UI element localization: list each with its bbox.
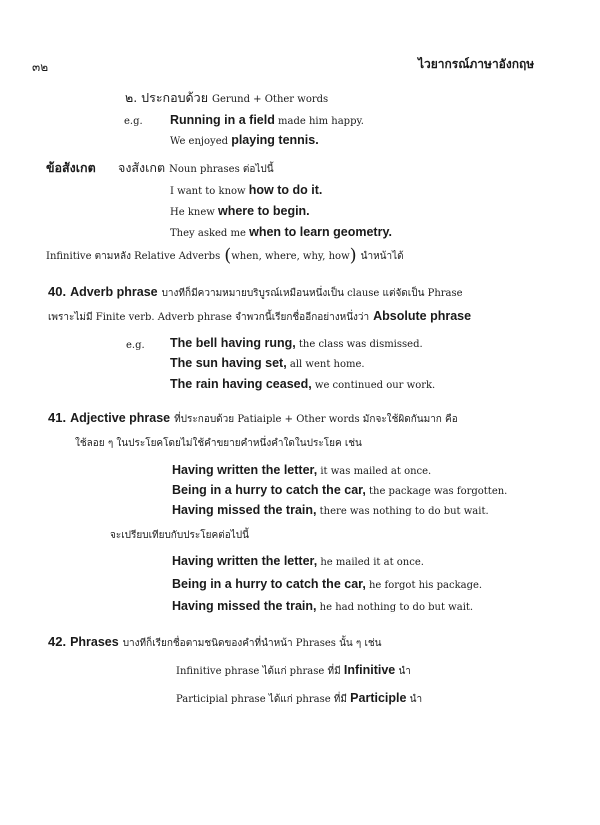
section-42-heading: 42. Phrases บางทีก็เรียกชื่อตามชนิดของคำที่นำหน้า Phrases นั้น ๆ เช่น: [48, 634, 382, 649]
section-40-heading: 40. Adverb phrase บางทีก็มีความหมายบริบูรณ์เหมือนหนึ่งเป็น clause แต่จัดเป็น Phrase: [48, 284, 463, 299]
section-41-example-6: Having missed the train, he had nothing to do but wait.: [172, 599, 474, 613]
gerund-eg-label: e.g.: [124, 116, 143, 127]
gerund-heading: ๒. ประกอบด้วย Gerund + Other words: [125, 90, 329, 105]
note-label: ข้อสังเกต: [46, 160, 96, 175]
section-41-example-2: Being in a hurry to catch the car, the package was forgotten.: [172, 483, 508, 497]
page-number: ๓๒: [32, 60, 49, 74]
note-example-1: I want to know how to do it.: [170, 183, 323, 197]
section-41-line-2: ใช้ลอย ๆ ในประโยคโดยไม่ใช้คำขยายคำหนึ่งคำใดในประโยค เช่น: [75, 438, 362, 449]
section-42-example-2: Participial phrase ได้แก่ phrase ที่มี Participle นำ: [176, 691, 423, 705]
section-41-heading: 41. Adjective phrase ที่ประกอบด้วย Patiaiple + Other words มักจะใช้ผิดกันมาก คือ: [48, 410, 458, 425]
section-41-example-3: Having missed the train, there was nothing to do but wait.: [172, 503, 489, 517]
section-40-eg-label: e.g.: [126, 340, 145, 351]
note-summary: Infinitive ตามหลัง Relative Adverbs (when, where, why, how) นำหน้าได้: [46, 245, 404, 266]
note-example-2: He knew where to begin.: [170, 204, 310, 218]
section-41-example-1: Having written the letter, it was mailed at once.: [172, 463, 432, 477]
section-41-compare: จะเปรียบเทียบกับประโยคต่อไปนี้: [110, 530, 249, 541]
running-title: ไวยากรณ์ภาษาอังกฤษ: [418, 57, 535, 71]
note-intro: จงสังเกต Noun phrases ต่อไปนี้: [118, 160, 274, 175]
section-41-example-5: Being in a hurry to catch the car, he forgot his package.: [172, 577, 483, 591]
gerund-example-1: Running in a field made him happy.: [170, 113, 364, 127]
gerund-example-2: We enjoyed playing tennis.: [170, 133, 319, 147]
section-41-example-4: Having written the letter, he mailed it at once.: [172, 554, 424, 568]
section-40-line-2: เพราะไม่มี Finite verb. Adverb phrase จำพวกนี้เรียกชื่ออีกอย่างหนึ่งว่า Absolute phrase: [48, 309, 472, 323]
section-40-example-2: The sun having set, all went home.: [170, 356, 365, 370]
section-40-example-3: The rain having ceased, we continued our work.: [170, 377, 436, 391]
section-42-example-1: Infinitive phrase ได้แก่ phrase ที่มี Infinitive นำ: [176, 663, 411, 677]
note-example-3: They asked me when to learn geometry.: [170, 225, 392, 239]
section-40-example-1: The bell having rung, the class was dismissed.: [170, 336, 423, 350]
